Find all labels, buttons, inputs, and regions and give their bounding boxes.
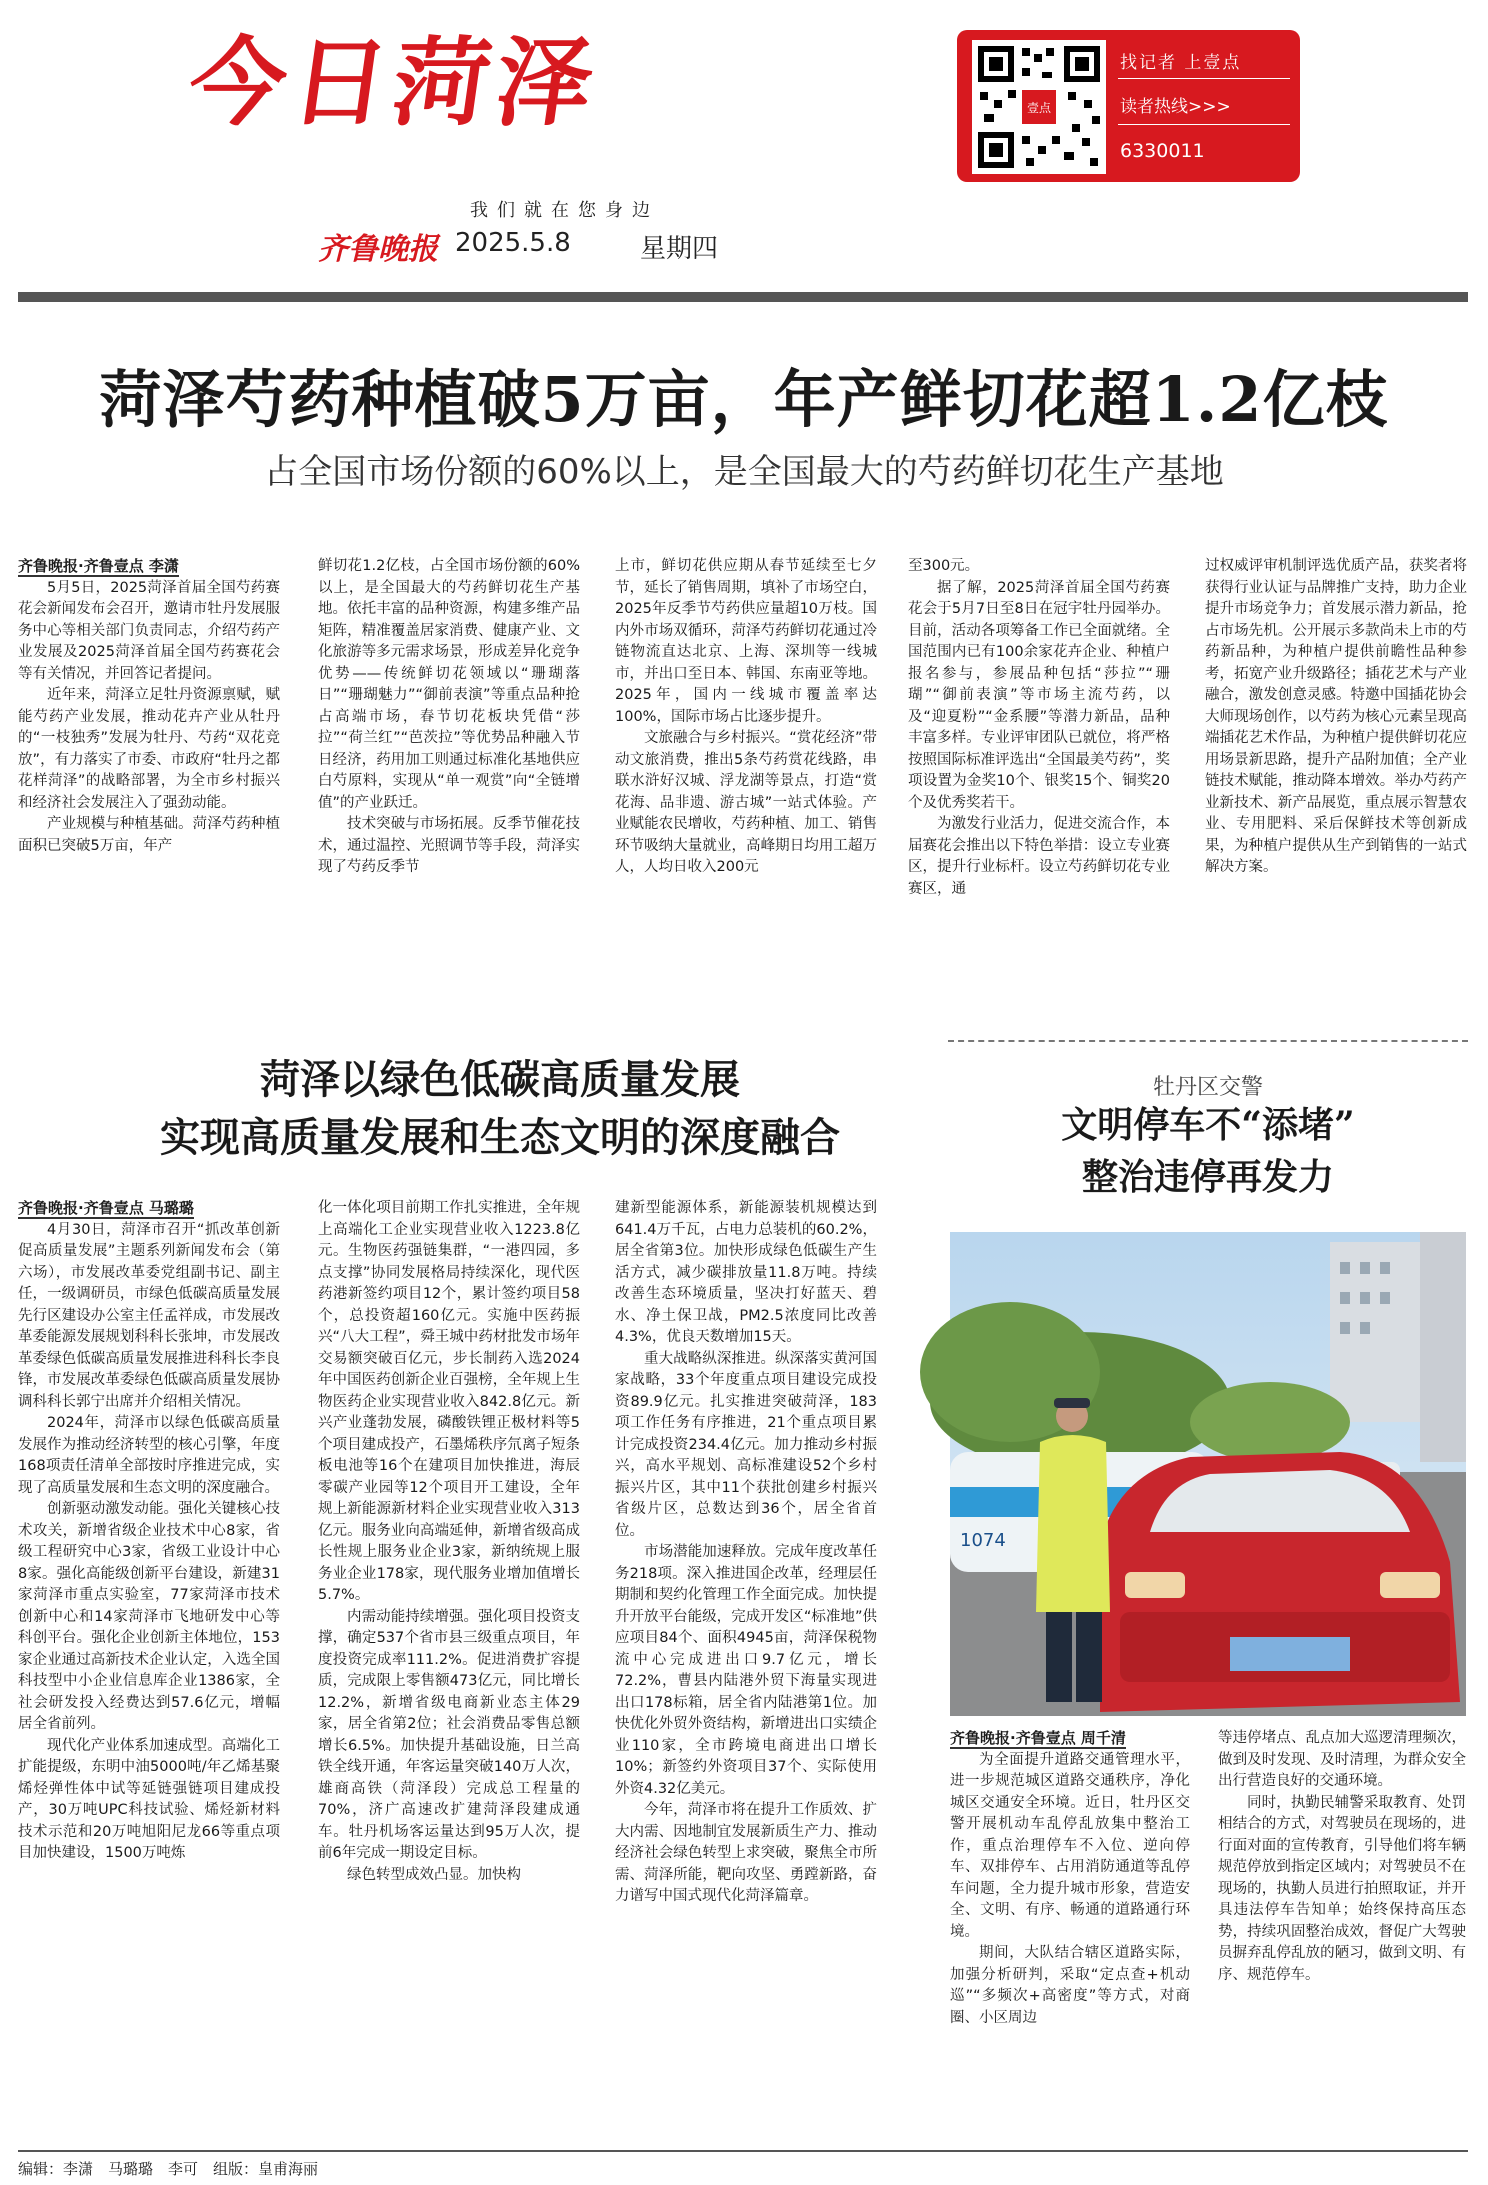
green-headline-line1: 菏泽以绿色低碳高质量发展 [260, 1056, 740, 1103]
green-headline-line2: 实现高质量发展和生态文明的深度融合 [160, 1114, 840, 1161]
paragraph: 2024年，菏泽市以绿色低碳高质量发展作为推动经济转型的核心引擎，年度168项责任清单全部按时序推进完成，实现了高质量发展和生态文明的深度融合。 [18, 1415, 280, 1496]
traffic-headline-line1: 文明停车不“添堵” [1061, 1104, 1355, 1146]
hotline-number: 6330011 [1120, 140, 1205, 162]
paragraph: 上市，鲜切花供应期从春节延续至七夕节，延长了销售周期，填补了市场空白，2025年反季节芍药供应量超10万枝。国内外市场双循环，菏泽芍药鲜切花通过冷链物流直达北京、上海、深圳等一线城市，并出口至日本、韩国、东南亚等地。2025年，国内一线城市覆盖率达100%，国际市场占比逐步提升。 [615, 558, 877, 725]
masthead-rule [18, 292, 1468, 302]
lead-column-1 [18, 556, 295, 976]
green-column-3 [615, 1198, 877, 2138]
paragraph: 近年来，菏泽立足牡丹资源禀赋，赋能芍药产业发展，推动花卉产业从牡丹的“一枝独秀”发展为牡丹、芍药“双花竞放”，有力落实了市委、市政府“牡丹之都 花样菏泽”的战略部署，为全市乡村振兴和经济社会发展注入了强劲动能。 [18, 687, 295, 811]
traffic-byline: 齐鲁晚报·齐鲁壹点 周千清 [950, 1729, 1126, 1747]
lead-subheadline: 占全国市场份额的60%以上，是全国最大的芍药鲜切花生产基地 [264, 452, 1224, 492]
footer-rule [18, 2150, 1468, 2152]
paragraph: 市场潜能加速释放。完成年度改革任务218项。深入推进国企改革，经理层任期制和契约化管理工作全面完成。加快提升开放平台能级，完成开发区“标准地”供应项目84个、面积4945亩，菏泽保税物流中心完成进出口9.7亿元，增长72.2%，曹县内陆港外贸下海量实现进出口178标箱，居全省内陆港第1位。加快优化外贸外资结构，新增进出口实绩企业110家，全市跨境电商进出口增长10%；新签约外资项目37个、实际使用外资4.32亿美元。 [615, 1544, 877, 1797]
paragraph: 今年，菏泽市将在提升工作质效、扩大内需、因地制宜发展新质生产力、推动经济社会绿色转型上求突破，聚焦全市所需、菏泽所能，靶向攻坚、勇蹚新路，奋力谱写中国式现代化菏泽篇章。 [615, 1802, 877, 1904]
bus-number: 1074 [960, 1530, 1006, 1551]
paragraph: 至300元。 [908, 558, 980, 574]
issue-date: 2025.5.8 [455, 228, 571, 258]
green-byline: 齐鲁晚报·齐鲁壹点 马璐璐 [18, 1199, 194, 1217]
paragraph: 4月30日，菏泽市召开“抓改革创新促高质量发展”主题系列新闻发布会（第六场），市发展改革委党组副书记、副主任，一级调研员，市绿色低碳高质量发展先行区建设办公室主任孟祥成，市发展改革委能源发展规划科科长张坤，市发展改革委绿色低碳高质量发展推进科科长李良锋，市发展改革委绿色低碳高质量发展协调科科长郭宁出席并介绍相关情况。 [18, 1221, 280, 1410]
traffic-kicker: 牡丹区交警 [1152, 1075, 1263, 1100]
lead-byline: 齐鲁晚报·齐鲁壹点 李潇 [18, 557, 179, 575]
hotline-divider [1118, 124, 1290, 125]
lead-column-2 [318, 556, 580, 976]
paragraph: 5月5日，2025菏泽首届全国芍药赛花会新闻发布会召开，邀请市牡丹发展服务中心等相关部门负责同志，介绍芍药产业发展及2025菏泽首届全国芍药赛花会等有关情况，并回答记者提问。 [18, 579, 280, 682]
traffic-column-2 [1218, 1728, 1466, 2138]
hotline-label: 读者热线>>> [1120, 97, 1231, 117]
masthead-slogan: 我们就在您身边 [470, 200, 659, 221]
paragraph: 技术突破与市场拓展。反季节催花技术，通过温控、光照调节等手段，菏泽实现了芍药反季节 [318, 816, 580, 875]
editor-credits: 编辑：李潇 马璐璐 李可 组版：皇甫海丽 [18, 2160, 319, 2178]
green-column-1 [18, 1198, 280, 2138]
paragraph: 为全面提升道路交通管理水平，进一步规范城区道路交通秩序，净化城区交通安全环境。近日，牡丹区交警开展机动车乱停乱放集中整治工作，重点治理停车不入位、逆向停车、双排停车、占用消防通道等乱停车问题，全力提升城市形象，营造安全、文明、有序、畅通的道路通行环境。 [950, 1751, 1190, 1940]
paragraph: 创新驱动激发动能。强化关键核心技术攻关，新增省级企业技术中心8家，省级工程研究中心3家，省级工业设计中心8家。强化高能级创新平台建设，新建31家菏泽市重点实验室，77家菏泽市技术创新中心和14家菏泽市飞地研发中心等科创平台。强化企业创新主体地位，153家企业通过高新技术企业认定，入选全国科技型中小企业信息库企业1386家，全社会研发投入经费达到57.6亿元，增幅居全省前列。 [18, 1501, 280, 1732]
section-divider [948, 1040, 1468, 1042]
lead-column-3 [615, 556, 877, 976]
paragraph: 过权威评审机制评选优质产品，获奖者将获得行业认证与品牌推广支持，助力企业提升市场竞争力；首发展示潜力新品，抢占市场先机。公开展示多款尚未上市的芍药新品种，为种植户提供前瞻性品种参考，拓宽产业升级路径；插花艺术与产业融合，激发创意灵感。特邀中国插花协会大师现场创作，以芍药为核心元素呈现高端插花艺术作品，为种植户提供鲜切花应用场景新思路，提升产品附加值；全产业链技术赋能，推动降本增效。举办芍药产业新技术、新产品展览，重点展示智慧农业、专用肥料、采后保鲜技术等创新成果，为种植户提供从生产到销售的一站式解决方案。 [1205, 558, 1467, 875]
traffic-headline-line2: 整治违停再发力 [1081, 1156, 1334, 1198]
paragraph: 内需动能持续增强。强化项目投资支撑，确定537个省市县三级重点项目，年度投资完成率111.2%。促进消费扩容提质，完成限上零售额473亿元，同比增长12.2%，新增省级电商新业态主体29家，居全省第2位；社会消费品零售总额增长6.5%。加快提升基础设施，日兰高铁全线开通，年客运量突破140万人次，雄商高铁（菏泽段）完成总工程量的70%，济广高速改扩建菏泽段建成通车。牡丹机场客运量达到95万人次，提前6年完成一期设定目标。 [318, 1608, 580, 1861]
paragraph: 产业规模与种植基础。菏泽芍药种植面积已突破5万亩，年产 [18, 816, 280, 854]
lead-headline: 菏泽芍药种植破5万亩，年产鲜切花超1.2亿枝 [99, 363, 1389, 436]
paragraph: 期间，大队结合辖区道路实际，加强分析研判，采取“定点查+机动巡”“多频次+高密度”等方式，对商圈、小区周边 [950, 1945, 1190, 2026]
green-column-2 [318, 1198, 580, 2138]
paragraph: 现代化产业体系加速成型。高端化工扩能提级，东明中油5000吨/年乙烯基聚烯烃弹性体中试等延链强链项目建成投产，30万吨UPC科技试验、烯烃新材料技术示范和20万吨旭阳尼龙66等重点项目加快建设，1500万吨炼 [18, 1737, 280, 1861]
svg-text:壹点: 壹点 [1026, 101, 1052, 115]
lead-column-5 [1205, 556, 1467, 976]
qr-code-icon[interactable] [972, 40, 1106, 174]
traffic-photo [950, 1232, 1466, 1716]
masthead-title: 今日菏泽 [182, 27, 606, 139]
issue-weekday: 星期四 [640, 234, 719, 264]
hotline-tagline: 找记者 上壹点 [1120, 53, 1242, 73]
paragraph: 文旅融合与乡村振兴。“赏花经济”带动文旅消费，推出5条芍药赏花线路，串联水浒好汉城、浮龙湖等景点，打造“赏花海、品非遗、游古城”一站式体验。产业赋能农民增收，芍药种植、加工、销售环节吸纳大量就业，高峰期日均用工超万人，人均日收入200元 [615, 730, 877, 875]
traffic-column-1 [950, 1728, 1190, 2138]
paragraph: 鲜切花1.2亿枝，占全国市场份额的60%以上，是全国最大的芍药鲜切花生产基地。依托丰富的品种资源，构建多维产品矩阵，精准覆盖居家消费、健康产业、文化旅游等多元需求场景，形成差异化竞争优势——传统鲜切花领域以“珊瑚落日”“珊瑚魅力”“御前表演”等重点品种抢占高端市场，春节切花板块凭借“莎拉”“荷兰红”“芭茨拉”等优势品种融入节日经济，药用加工则通过标准化基地供应白芍原料，实现从“单一观赏”向“全链增值”的产业跃迁。 [318, 558, 580, 811]
brand-logo: 齐鲁晚报 [318, 232, 438, 267]
hotline-divider [1118, 78, 1290, 79]
paragraph: 同时，执勤民辅警采取教育、处罚相结合的方式，对驾驶员在现场的，进行面对面的宣传教育，引导他们将车辆规范停放到指定区域内；对驾驶员不在现场的，执勤人员进行拍照取证，并开具违法停车告知单；始终保持高压态势，持续巩固整治成效，督促广大驾驶员摒弃乱停乱放的陋习，做到文明、有序、规范停车。 [1218, 1794, 1466, 1983]
paragraph: 等违停堵点、乱点加大巡逻清理频次，做到及时发现、及时清理，为群众安全出行营造良好的交通环境。 [1218, 1730, 1466, 1789]
paragraph: 据了解，2025菏泽首届全国芍药赛花会于5月7日至8日在冠宇牡丹园举办。目前，活动各项筹备工作已全面就绪。全国范围内已有100余家花卉企业、种植户报名参与，参展品种包括“莎拉”“珊瑚”“御前表演”等市场主流芍药，以及“迎夏粉”“金系腰”等潜力新品，品种丰富多样。专业评审团队已就位，将严格按照国际标准评选出“全国最美芍药”，奖项设置为金奖10个、银奖15个、铜奖20个及优秀奖若干。 [908, 579, 1170, 811]
lead-column-4 [908, 556, 1170, 976]
paragraph: 为激发行业活力，促进交流合作，本届赛花会推出以下特色举措：设立专业赛区，提升行业标杆。设立芍药鲜切花专业赛区，通 [908, 816, 1170, 897]
paragraph: 重大战略纵深推进。纵深落实黄河国家战略，33个年度重点项目建设完成投资89.9亿元。扎实推进突破菏泽，183项工作任务有序推进，21个重点项目累计完成投资234.4亿元。加力推动乡村振兴，高水平规划、高标准建设52个乡村振兴片区，其中11个获批创建乡村振兴省级片区，总数达到36个，居全省首位。 [615, 1350, 877, 1539]
paragraph: 绿色转型成效凸显。加快构 [347, 1866, 521, 1883]
paragraph: 化一体化项目前期工作扎实推进，全年规上高端化工企业实现营业收入1223.8亿元。生物医药强链集群，“一港四园，多点支撑”协同发展格局持续深化，现代医药港新签约项目12个，累计签约项目58个，总投资超160亿元。实施中医药振兴“八大工程”，舜王城中药材批发市场年交易额突破百亿元，步长制药入选2024年中国医药创新企业百强榜，全年规上生物医药企业实现营业收入842.8亿元。新兴产业蓬勃发展，磷酸铁锂正极材料等5个项目建成投产，石墨烯秩序氘离子短条板电池等16个在建项目加快推进，海辰零碳产业园等12个项目开工建设，全年规上新能源新材料企业实现营业收入313亿元。服务业向高端延伸，新增省级高成长性规上服务业企业3家，新纳统规上服务业企业178家，现代服务业增加值增长5.7%。 [318, 1200, 580, 1603]
paragraph: 建新型能源体系，新能源装机规模达到641.4万千瓦，占电力总装机的60.2%，居全省第3位。加快形成绿色低碳生产生活方式，减少碳排放量11.8万吨。持续改善生态环境质量，坚决打好蓝天、碧水、净土保卫战，PM2.5浓度同比改善4.3%，优良天数增加15天。 [615, 1200, 877, 1345]
